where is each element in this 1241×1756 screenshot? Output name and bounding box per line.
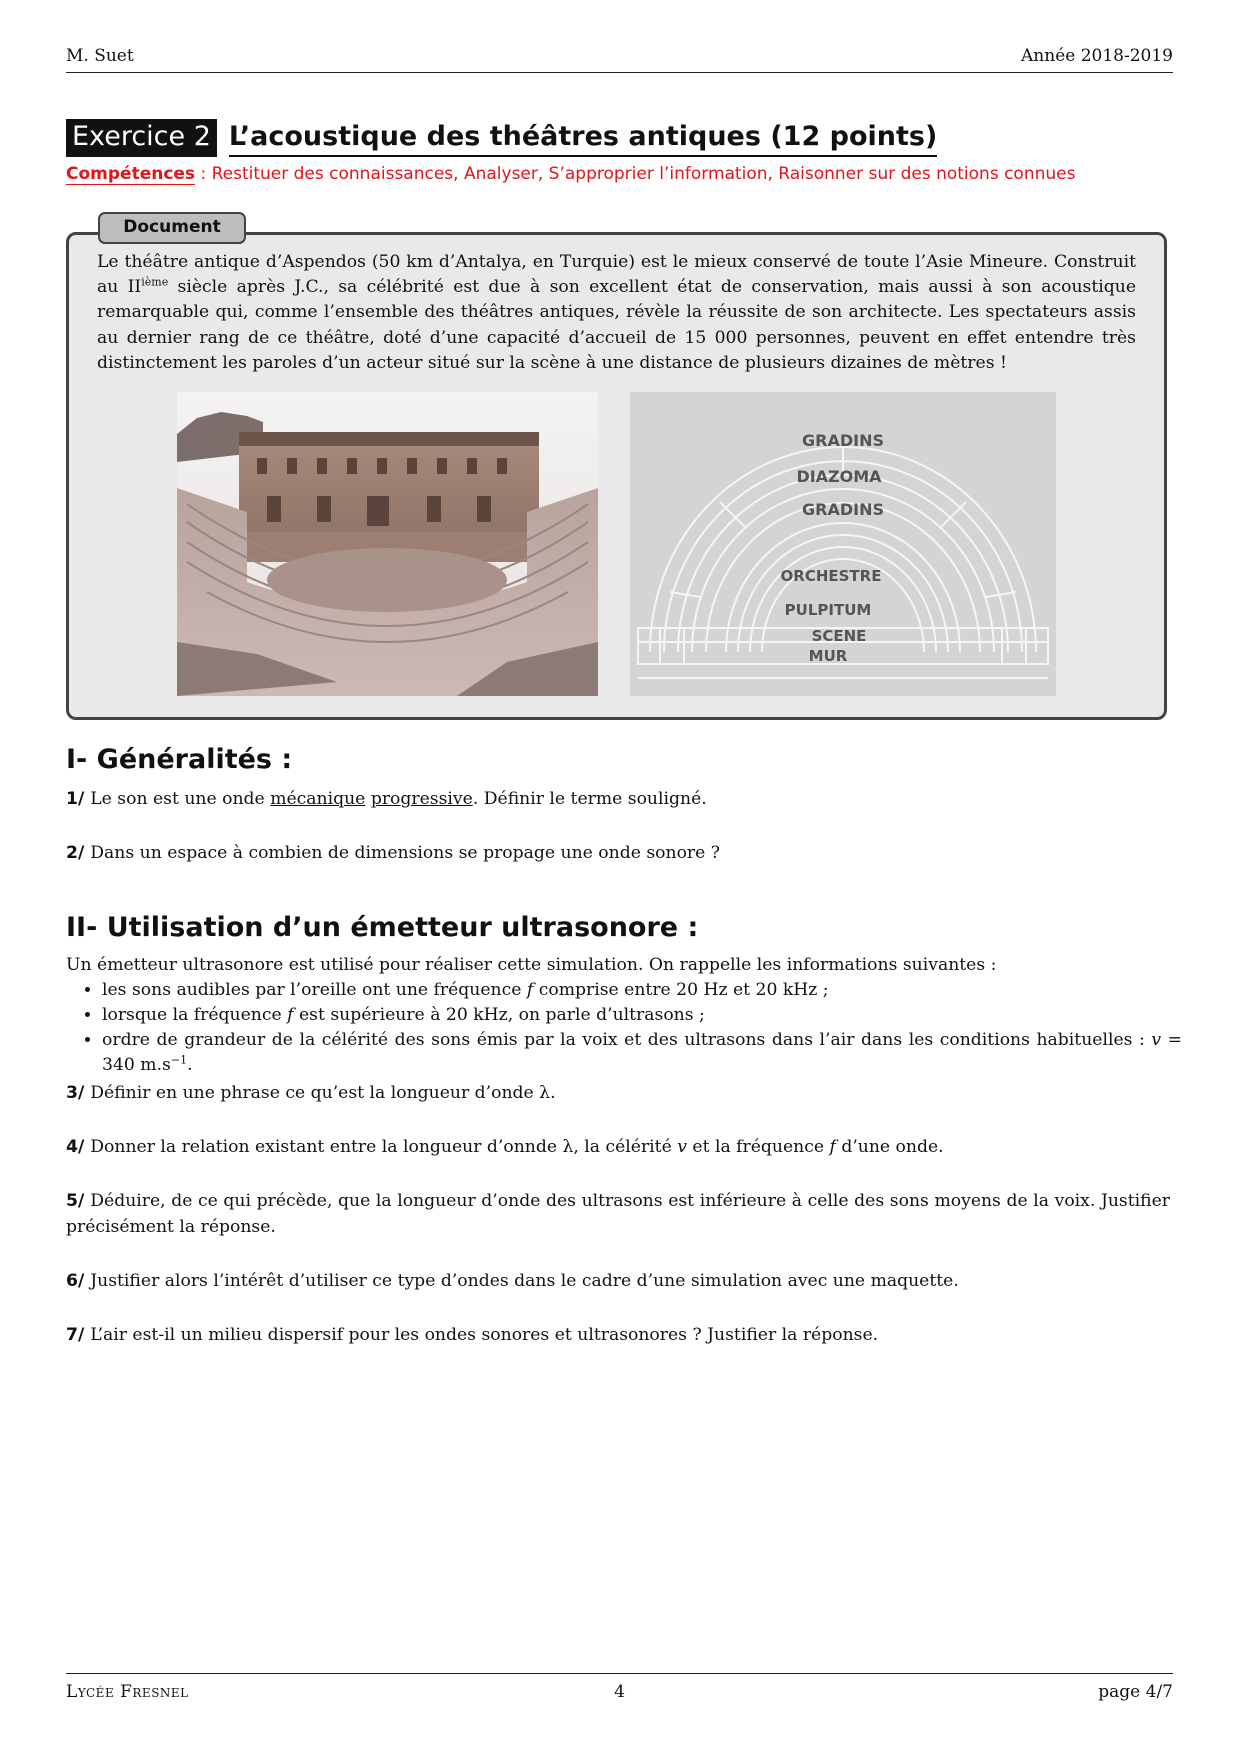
exercise-heading: L’acoustique des théâtres antiques (12 points)	[229, 120, 937, 157]
section-1-title: I- Généralités :	[66, 744, 293, 775]
exercise-title	[66, 118, 937, 158]
exercise-label: Exercice 2	[66, 119, 217, 157]
document-tab: Document	[98, 212, 246, 244]
list-item: • les sons audibles par l’oreille ont une fréquence f comprise entre 20 Hz et 20 kHz ;	[102, 978, 1182, 1003]
question-4: 4/ Donner la relation existant entre la longueur d’onnde λ, la célérité v et la fréquence f d’une onde.	[66, 1137, 944, 1157]
info-list	[66, 978, 1182, 1078]
section-2-intro: Un émetteur ultrasonore est utilisé pour réaliser cette simulation. On rappelle les informations suivantes :	[66, 955, 997, 975]
list-item: • ordre de grandeur de la célérité des sons émis par la voix et des ultrasons dans l’air dans les conditions habituelles : v = 340 $m.s^{-1}$.	[102, 1028, 1182, 1078]
plan-label-scene: SCENE	[811, 627, 867, 645]
header-rule	[66, 72, 1173, 73]
question-6: 6/ Justifier alors l’intérêt d’utiliser ce type d’ondes dans le cadre d’une simulation avec une maquette.	[66, 1271, 959, 1291]
theatre-photo-illustration	[177, 392, 598, 696]
plan-label-diazoma: DIAZOMA	[796, 467, 882, 486]
question-5: 5/ Déduire, de ce qui précède, que la longueur d’onde des ultrasons est inférieure à celle des sons moyens de la voix. Justifier précisément la réponse.	[66, 1191, 1170, 1237]
plan-label-gradins: GRADINS	[802, 500, 884, 519]
question-2: 2/ Dans un espace à combien de dimensions se propage une onde sonore ?	[66, 843, 721, 863]
competences-text: : Restituer des connaissances, Analyser, S’approprier l’information, Raisonner sur des notions connues	[195, 164, 1076, 184]
question-7: 7/ L’air est-il un milieu dispersif pour les ondes sonores et ultrasonores ? Justifier la réponse.	[66, 1325, 879, 1345]
theatre-photo	[177, 392, 598, 696]
plan-label-mur: MUR	[808, 647, 848, 665]
question-3: 3/ Définir en une phrase ce qu’est la longueur d’onde λ.	[66, 1083, 556, 1103]
document-text: Le théâtre antique d’Aspendos (50 km d’Antalya, en Turquie) est le mieux conservé de toute l’Asie Mineure. Construit au IIième siècle après J.C., sa célébrité est due à son excellent état de conservation, mais aussi à son acoustique remarquable qui, comme l’ensemble des théâtres antiques, révèle la réussite de son architecte. Les spectateurs assis au dernier rang de ce théâtre, doté d’une capacité d’accueil de 15 000 personnes, peuvent en effet entendre très distinctement les paroles d’un acteur situé sur la scène à une distance de plusieurs dizaines de mètres !	[97, 252, 1137, 373]
author: M. Suet	[66, 46, 134, 66]
footer-rule	[66, 1673, 1173, 1674]
school-name: Lycée Fresnel	[66, 1682, 189, 1702]
plan-label-gradins-top: GRADINS	[802, 431, 884, 450]
page-count: page 4/7	[1098, 1682, 1173, 1702]
theatre-plan	[630, 392, 1056, 696]
plan-label-orchestre: ORCHESTRE	[780, 567, 882, 585]
competences-line	[66, 164, 1075, 184]
school-year: Année 2018-2019	[1021, 46, 1173, 66]
competences-label: Compétences	[66, 164, 196, 184]
list-item: • lorsque la fréquence f est supérieure à 20 kHz, on parle d’ultrasons ;	[102, 1003, 1182, 1028]
page-number: 4	[614, 1682, 625, 1702]
page-footer	[66, 1682, 1173, 1706]
page-header	[66, 46, 1173, 72]
plan-label-pulpitum: PULPITUM	[784, 601, 872, 619]
question-1: 1/ Le son est une onde mécanique progressive. Définir le terme souligné.	[66, 789, 707, 809]
section-2-title: II- Utilisation d’un émetteur ultrasonore :	[66, 912, 699, 943]
